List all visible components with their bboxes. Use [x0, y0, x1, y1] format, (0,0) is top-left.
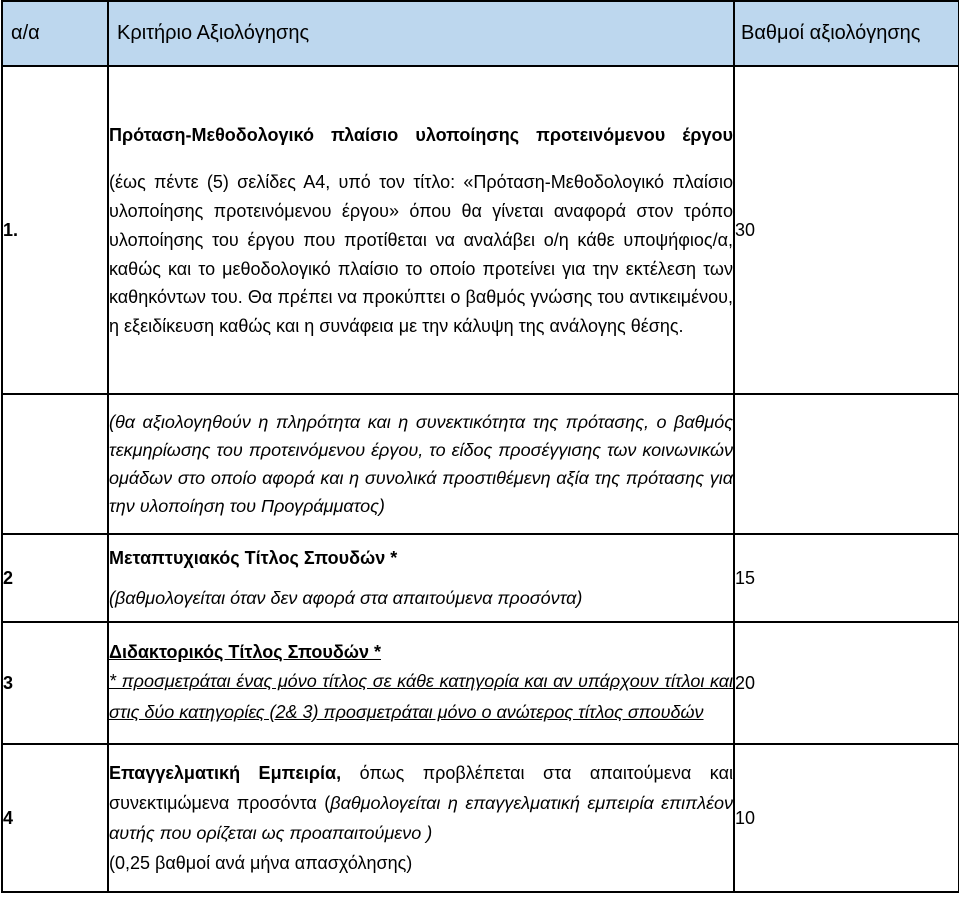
criterion-note: (βαθμολογείται όταν δεν αφορά στα απαιτούμενα προσόντα) — [109, 588, 583, 608]
criterion-cell — [108, 622, 734, 744]
criterion-text: όπως προβλέπεται στα απαιτούμενα και συνεκτιμώμενα προσόντα ( — [109, 763, 733, 813]
row-number: 4 — [2, 744, 108, 892]
row-number: 2 — [2, 534, 108, 622]
evaluation-criteria-table — [1, 0, 959, 893]
criterion-description: (έως πέντε (5) σελίδες Α4, υπό τον τίτλο: «Πρόταση-Μεθοδολογικό πλαίσιο υλοποίησης προτεινόμενου έργου» όπου θα γίνεται αναφορά στον τρόπο υλοποίησης του έργου που προτίθεται να αναλάβει ο/η κάθε υποψήφιος/α, καθώς και το μεθοδολογικό πλαίσιο το οποίο προτείνει για την εκτέλεση των καθηκόντων του. Θα πρέπει να προκύπτει ο βαθμός γνώσης του αντικειμένου, η εξειδίκευση καθώς και η συνάφεια με την κάλυψη της ανάλογης θέσης. — [109, 172, 733, 337]
criterion-note: * προσμετράται ένας μόνο τίτλος σε κάθε κατηγορία και αν υπάρχουν τίτλοι και στις δύο κατηγορίες (2& 3) προσμετράται μόνο ο ανώτερος τίτλος σπουδών — [109, 671, 733, 722]
criterion-cell — [108, 534, 734, 622]
score-cell: 10 — [734, 744, 959, 892]
table-row — [2, 394, 959, 534]
criterion-title: Μεταπτυχιακός Τίτλος Σπουδών * — [109, 548, 398, 568]
criterion-cell — [108, 66, 734, 394]
table-row — [2, 66, 959, 394]
table-row — [2, 744, 959, 892]
header-score: Βαθμοί αξιολόγησης — [734, 1, 959, 66]
score-cell: 15 — [734, 534, 959, 622]
header-criterion: Κριτήριο Αξιολόγησης — [108, 1, 734, 66]
criterion-note: βαθμολογείται η επαγγελματική εμπειρία επιπλέον αυτής που ορίζεται ως προαπαιτούμενο ) — [109, 793, 733, 843]
row-number-continued — [2, 394, 108, 534]
score-cell: 30 — [734, 66, 959, 394]
row-number: 3 — [2, 622, 108, 744]
table-row — [2, 622, 959, 744]
score-cell-continued — [734, 394, 959, 534]
criterion-note: (θα αξιολογηθούν η πληρότητα και η συνεκτικότητα της πρότασης, ο βαθμός τεκμηρίωσης του προτεινόμενου έργου, το είδος προσέγγισης των κοινωνικών ομάδων στο οποίο αφορά και η συνολικά προστιθέμενη αξία της πρότασης για την υλοποίηση του Προγράμματος) — [108, 394, 734, 534]
score-cell: 20 — [734, 622, 959, 744]
header-row — [2, 1, 959, 66]
criterion-cell — [108, 744, 734, 892]
criterion-points-note: (0,25 βαθμοί ανά μήνα απασχόλησης) — [109, 853, 413, 873]
criterion-title: Πρόταση-Μεθοδολογικό πλαίσιο υλοποίησης προτεινόμενου έργου — [109, 125, 733, 146]
criterion-title: Διδακτορικός Τίτλος Σπουδών * — [109, 642, 381, 662]
header-num: α/α — [2, 1, 108, 66]
criterion-title: Επαγγελματική Εμπειρία, — [109, 763, 342, 783]
row-number: 1. — [2, 66, 108, 394]
table-row — [2, 534, 959, 622]
